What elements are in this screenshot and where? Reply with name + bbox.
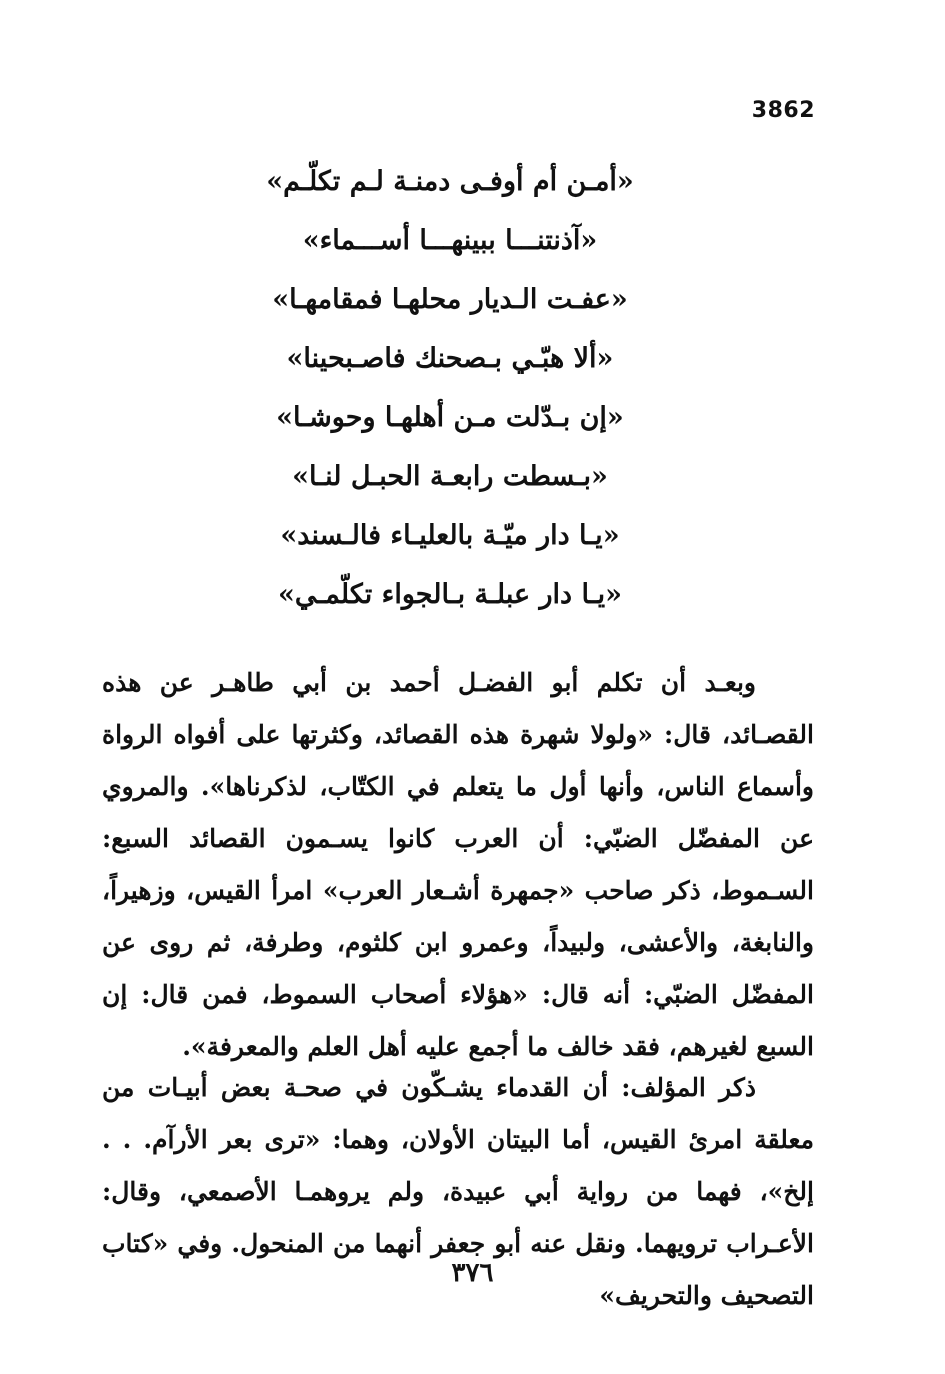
verse-line: «عفـت الـديار محلهـا فمقامهـا» <box>272 284 628 315</box>
page-number-top: 3862 <box>751 98 815 123</box>
body-paragraph: ذكر المؤلف: أن القدماء يشـكّون في صحـة بعض أبيـات من معلقة امرئ القيس، أما البيتان الأولان، وهما: «ترى بعر الأرآم. . . إلخ»، فهما من رواية أبي عبيدة، ولم يروهمـا الأصمعي، وقال: الأعـراب ترويهما. ونقل عنه أبو جعفر أنهما من المنحول. وفي «كتاب التصحيف والتحريف» <box>102 1073 814 1310</box>
verse-line: «يـا دار عبلـة بـالجواء تكلّمـي» <box>278 579 622 610</box>
verse-line: «بـسطت رابعـة الحبـل لنـا» <box>292 461 608 492</box>
verse-list <box>250 152 650 624</box>
verse-line: «أمـن أم أوفـى دمنـة لـم تكلّـم» <box>266 166 634 197</box>
verse-line: «إن بـدّلت مـن أهلهـا وحوشـا» <box>276 402 624 433</box>
body-paragraph: وبعـد أن تكلم أبو الفضـل أحمد بن أبي طاهـر عن هذه القصـائد، قال: «ولولا شهرة هذه القصائد، وكثرتها على أفواه الرواة وأسماع الناس، وأنها أول ما يتعلم في الكتّاب، لذكرناها». والمروي عن المفضّل الضبّي: أن العرب كانوا يسـمون القصائد السبع: السـموط، ذكر صاحب «جمهرة أشـعار العرب» امرأ القيس، وزهيراً، والنابغة، والأعشى، ولبيداً، وعمرو ابن كلثوم، وطرفة، ثم روى عن المفضّل الضبّي: أنه قال: «هؤلاء أصحاب السموط، فمن قال: إن السبع لغيرهم، فقد خالف ما أجمع عليه أهل العلم والمعرفة». <box>102 668 814 1061</box>
verse-line: «يـا دار ميّـة بالعليـاء فالـسند» <box>280 520 620 551</box>
verse-line: «آذنتنـــا ببينهـــا أســـماء» <box>302 225 598 256</box>
page-number-bottom: ٣٧٦ <box>451 1258 494 1288</box>
verse-line: «ألا هبّـي بـصحنك فاصـبحينا» <box>286 343 614 374</box>
